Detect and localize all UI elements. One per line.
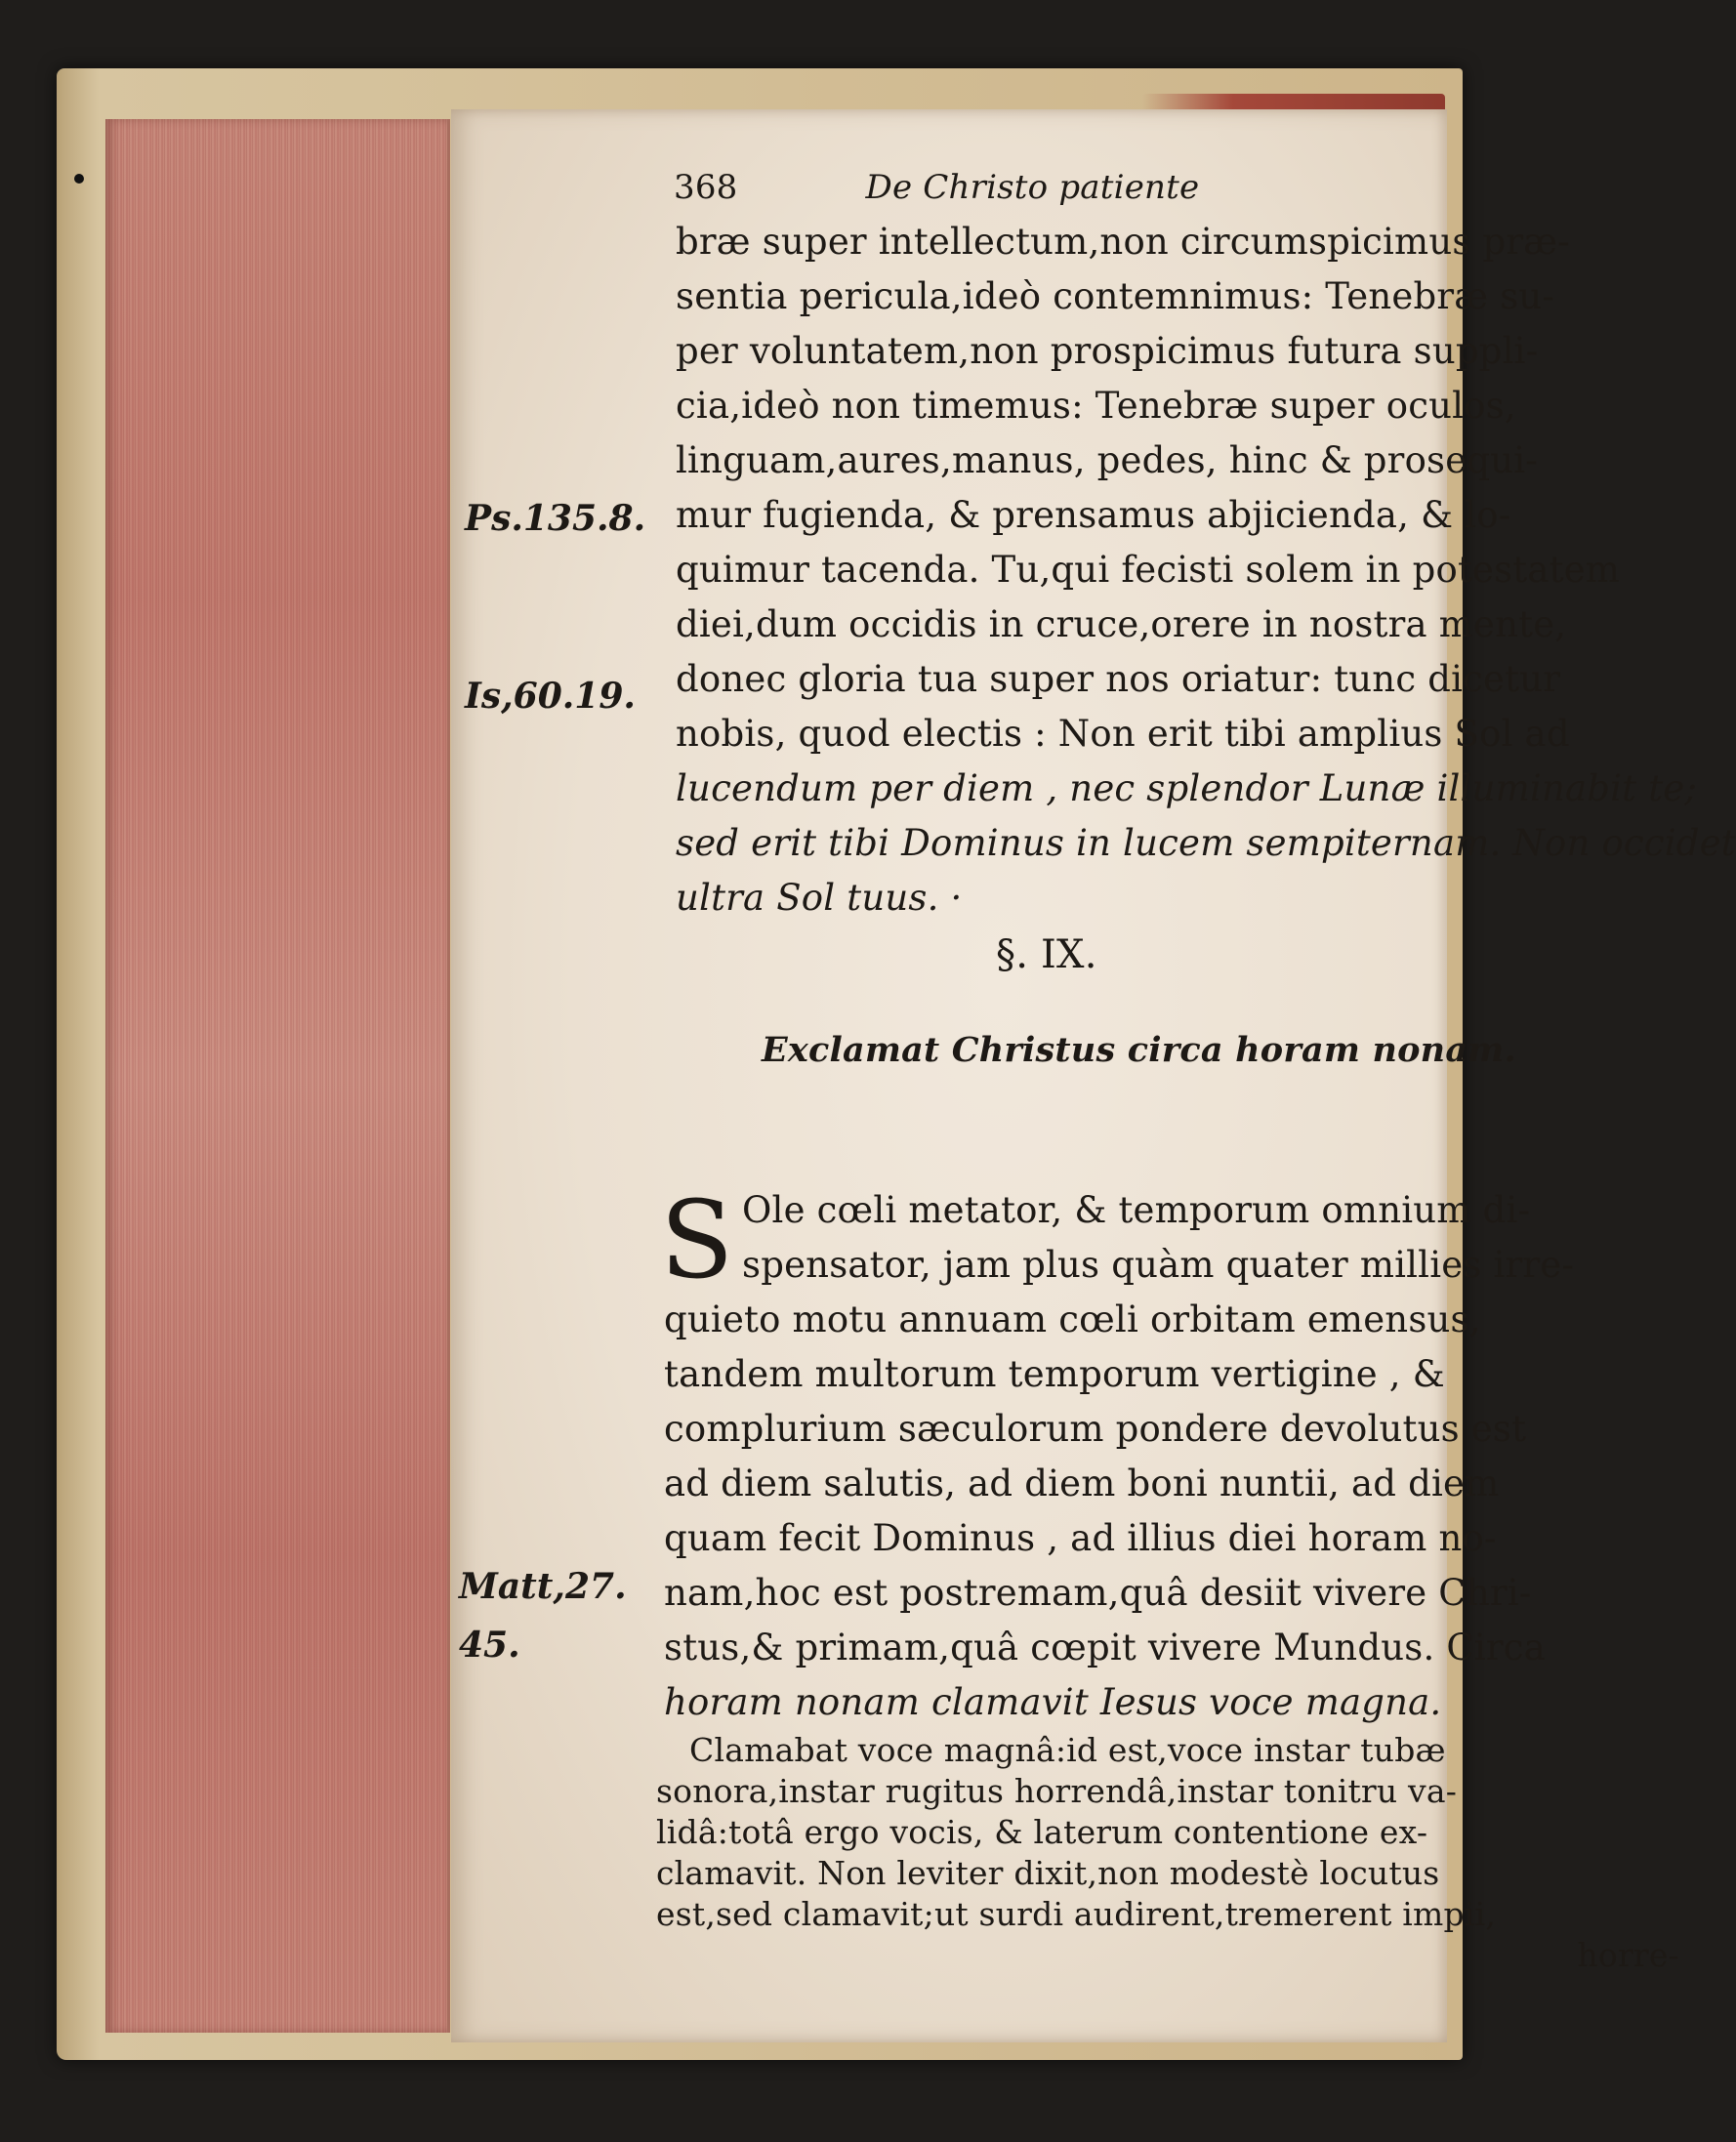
text-line: clamavit. Non leviter dixit,non modestè locutus [656,1854,1440,1892]
text-line: nobis, quod electis : Non erit tibi amplius Sol ad [676,713,1570,755]
text-line: quimur tacenda. Tu,qui fecisti solem in potestatem [676,549,1621,591]
text-line: spensator, jam plus quàm quater millies irre- [742,1244,1575,1286]
text-line: donec gloria tua super nos oriatur: tunc dicetur [676,658,1561,700]
text-line: Clamabat voce magnâ:id est,voce instar tubæ [689,1731,1446,1769]
text-line: mur fugienda, & prensamus abjicienda, & lo- [676,494,1511,536]
text-line-italic: ultra Sol tuus. · [676,877,963,919]
text-line: sonora,instar rugitus horrendâ,instar tonitru va- [656,1772,1458,1810]
section-heading: §. IX. [996,932,1097,977]
binding-hole [74,174,84,184]
text-line: complurium sæculorum pondere devolutus est [664,1408,1527,1450]
text-line: bræ super intellectum,non circumspicimus præ- [676,221,1570,263]
text-line-italic: horam nonam clamavit Iesus voce magna. [664,1681,1442,1723]
text-line: est,sed clamavit;ut surdi audirent,tremerent impii, [656,1895,1497,1933]
text-line: cia,ideò non timemus: Tenebræ super oculos, [676,385,1516,427]
margin-note: 45. [459,1625,520,1666]
text-line: tandem multorum temporum vertigine , & [664,1353,1445,1395]
text-line: ad diem salutis, ad diem boni nuntii, ad diem [664,1462,1500,1504]
text-line: sentia pericula,ideò contemnimus: Tenebræ su- [676,275,1555,317]
catchword: horre- [1577,1936,1679,1974]
section-subtitle: Exclamat Christus circa horam nonam. [762,1030,1516,1070]
text-line: quieto motu annuam cœli orbitam emensus, [664,1298,1481,1340]
text-line: linguam,aures,manus, pedes, hinc & prosequi- [676,439,1538,481]
text-line: nam,hoc est postremam,quâ desiit vivere Chri- [664,1572,1532,1614]
text-line: per voluntatem,non prospicimus futura suppli- [676,330,1539,372]
running-header [674,168,1199,207]
margin-note: Matt,27. [459,1566,627,1607]
page-edges-red-sprinkled [105,119,450,2033]
margin-note: Ps.135.8. [465,498,646,539]
margin-note: Is,60.19. [465,676,636,717]
text-line-italic: sed erit tibi Dominus in lucem sempiternam. Non occidet [676,822,1736,864]
drop-cap: S [660,1177,734,1302]
text-line-italic: lucendum per diem , nec splendor Lunæ illuminabit te; [676,767,1698,809]
text-line: Ole cœli metator, & temporum omnium di- [742,1189,1531,1231]
text-line: diei,dum occidis in cruce,orere in nostra mente, [676,603,1567,645]
text-line: lidâ:totâ ergo vocis, & laterum contentione ex- [656,1813,1428,1851]
text-line: quam fecit Dominus , ad illius diei horam no- [664,1517,1497,1559]
running-title: De Christo patiente [865,168,1200,207]
page-number: 368 [674,168,738,207]
text-line: stus,& primam,quâ cœpit vivere Mundus. Circa [664,1627,1546,1668]
